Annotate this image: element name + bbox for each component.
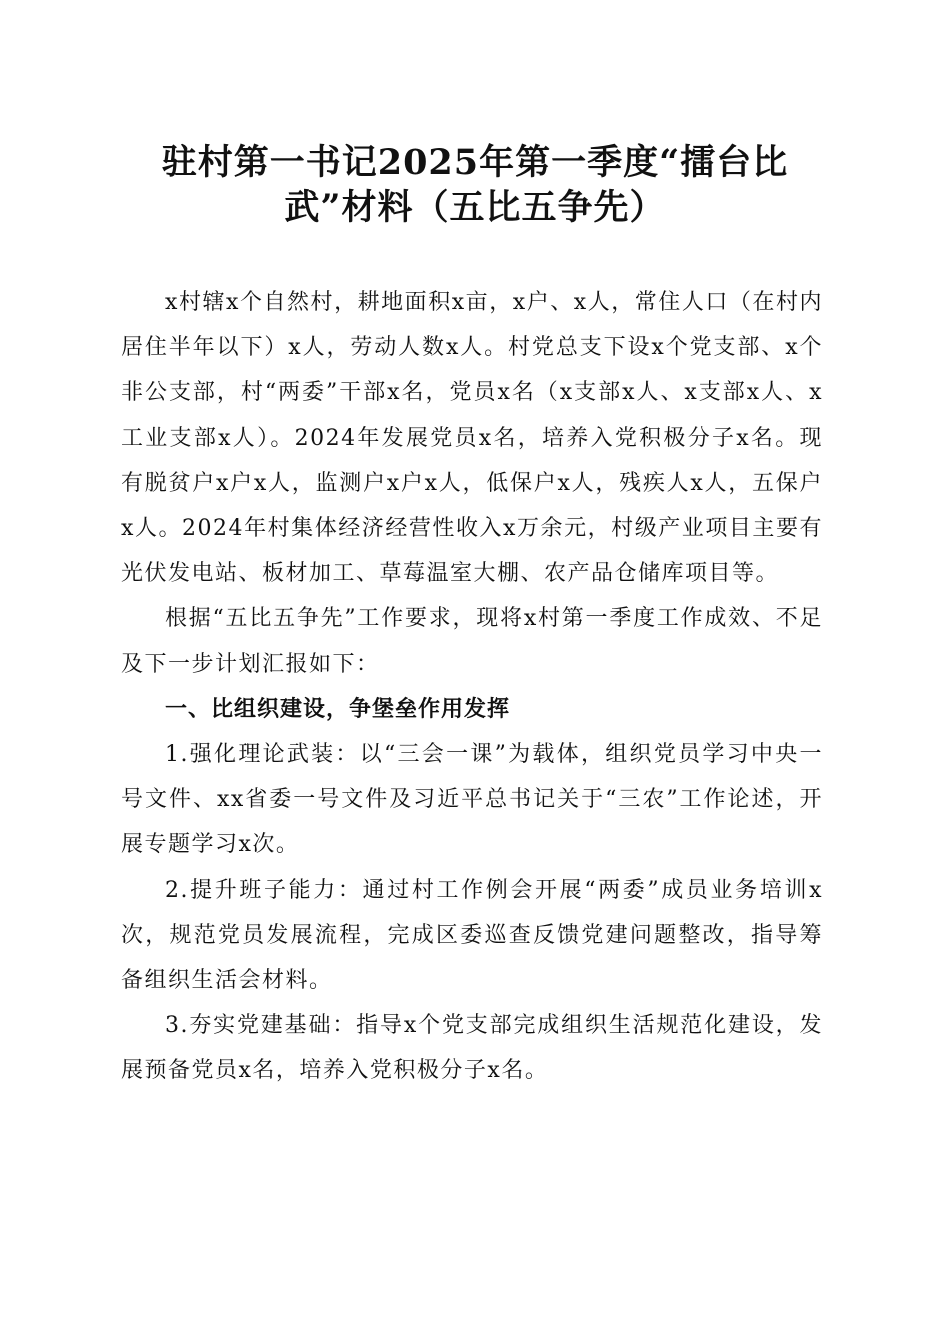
section-1-item-1: 1.强化理论武装：以“三会一课”为载体，组织党员学习中央一号文件、xx省委一号文件及习近平总书记关于“三农”工作论述，开展专题学习x次。 — [121, 742, 823, 858]
purpose-paragraph: 根据“五比五争先”工作要求，现将x村第一季度工作成效、不足及下一步计划汇报如下： — [121, 606, 823, 677]
document-body — [121, 280, 823, 1094]
document-title-line-1: 驻村第一书记2025年第一季度“擂台比 — [161, 142, 789, 183]
intro-paragraph: x村辖x个自然村，耕地面积x亩，x户、x人，常住人口（在村内居住半年以下）x人，劳动人数x人。村党总支下设x个党支部、x个非公支部，村“两委”干部x名，党员x名（x支部x人、x支部x人、x工业支部x人）。2024年发展党员x名，培养入党积极分子x名。现有脱贫户x户x人，监测户x户x人，低保户x人，残疾人x人，五保户x人。2024年村集体经济经营性收入x万余元，村级产业项目主要有光伏发电站、板材加工、草莓温室大棚、农产品仓储库项目等。 — [121, 290, 823, 587]
document-title-line-2: 武”材料（五比五争先） — [284, 187, 666, 228]
section-1-item-3: 3.夯实党建基础：指导x个党支部完成组织生活规范化建设，发展预备党员x名，培养入党积极分子x名。 — [121, 1013, 823, 1084]
section-1-item-2: 2.提升班子能力：通过村工作例会开展“两委”成员业务培训x次，规范党员发展流程，完成区委巡查反馈党建问题整改，指导筹备组织生活会材料。 — [121, 877, 823, 994]
section-1-heading: 一、比组织建设，争堡垒作用发挥 — [165, 696, 511, 722]
